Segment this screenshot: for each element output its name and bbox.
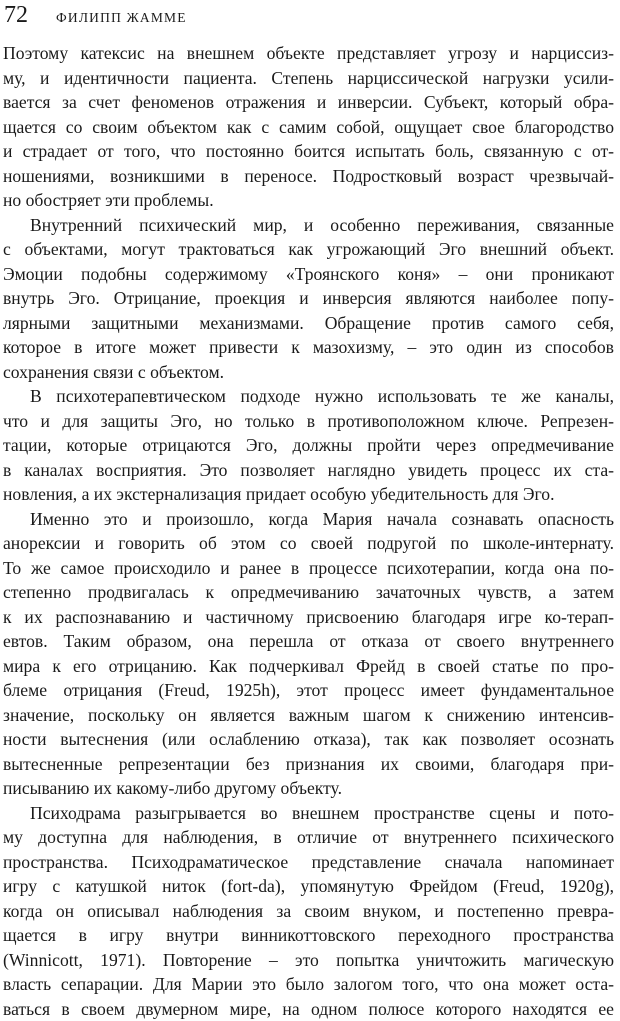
text-line: сохранения связи с объектом. (3, 360, 614, 385)
text-line: блеме отрицания (Freud, 1925h), этот процесс имеет фундаментальное (3, 678, 614, 703)
text-line: и страдает от того, что постоянно боится испытать боль, связанную с от- (3, 139, 614, 164)
page-header (4, 2, 187, 32)
text-line: ности вытеснения (или ослаблению отказа), так как позволяет осознать (3, 727, 614, 752)
text-line: новления, а их экстернализация придает особую убедительность для Эго. (3, 482, 614, 507)
text-line: степенно продвигалась к опредмечиванию зачаточных чувств, а затем (3, 580, 614, 605)
body-text (3, 41, 614, 1021)
paragraph-first-line: Именно это и произошло, когда Мария начала сознавать опасность (3, 507, 614, 532)
text-line: пространства. Психодраматическое представление сначала напоминает (3, 850, 614, 875)
text-line: вытесненные репрезентации без признания их своими, благодаря при- (3, 752, 614, 777)
text-line: щается в игру внутри винникоттовского переходного пространства (3, 923, 614, 948)
text-line: ношениями, возникшими в переносе. Подростковый возраст чрезвычай- (3, 164, 614, 189)
paragraph-first-line: Психодрама разыгрывается во внешнем пространстве сцены и пото- (3, 801, 614, 826)
paragraph-first-line: В психотерапевтическом подходе нужно использовать те же каналы, (3, 384, 614, 409)
text-line: ваться в своем двумерном мире, на одном полюсе которого находятся ее (3, 997, 614, 1021)
text-line: игру с катушкой ниток (fort-da), упомянутую Фрейдом (Freud, 1920g), (3, 874, 614, 899)
running-head: ФИЛИПП ЖАММЕ (56, 10, 187, 26)
text-line: с объектами, могут трактоваться как угрожающий Эго внешний объект. (3, 237, 614, 262)
text-line: То же самое происходило и ранее в процессе психотерапии, когда она по- (3, 556, 614, 581)
text-line: му доступна для наблюдения, в отличие от внутреннего психического (3, 825, 614, 850)
text-line: власть сепарации. Для Марии это было залогом того, что она может оста- (3, 972, 614, 997)
text-line: писыванию их какому-либо другому объекту. (3, 776, 614, 801)
text-line: Эмоции подобны содержимому «Троянского коня» – они проникают (3, 262, 614, 287)
text-line: в каналах восприятия. Это позволяет наглядно увидеть процесс их ста- (3, 458, 614, 483)
text-line: значение, поскольку он является важным шагом к снижению интенсив- (3, 703, 614, 728)
text-line: анорексии и говорить об этом со своей подругой по школе-интернату. (3, 531, 614, 556)
text-line: когда он описывал наблюдения за своим внуком, и постепенно превра- (3, 899, 614, 924)
text-line: что и для защиты Эго, но только в противоположном ключе. Репрезен- (3, 409, 614, 434)
text-line: мира к его отрицанию. Как подчеркивал Фрейд в своей статье по про- (3, 654, 614, 679)
text-line: внутрь Эго. Отрицание, проекция и инверсия являются наиболее попу- (3, 286, 614, 311)
text-line: к их распознаванию и частичному присвоению благодаря игре ко-терап- (3, 605, 614, 630)
text-line: му, и идентичности пациента. Степень нарциссической нагрузки усили- (3, 66, 614, 91)
paragraph-first-line: Внутренний психический мир, и особенно переживания, связанные (3, 213, 614, 238)
text-line: но обостряет эти проблемы. (3, 188, 614, 213)
text-line: лярными защитными механизмами. Обращение против самого себя, (3, 311, 614, 336)
page-number: 72 (4, 2, 28, 29)
text-line: которое в итоге может привести к мазохизму, – это один из способов (3, 335, 614, 360)
text-line: вается за счет феноменов отражения и инверсии. Субъект, который обра- (3, 90, 614, 115)
text-line: Поэтому катексис на внешнем объекте представляет угрозу и нарциссиз- (3, 41, 614, 66)
text-line: евтов. Таким образом, она перешла от отказа от своего внутреннего (3, 629, 614, 654)
text-line: щается со своим объектом как с самим собой, ощущает свое благородство (3, 115, 614, 140)
text-line: тации, которые отрицаются Эго, должны пройти через опредмечивание (3, 433, 614, 458)
text-line: (Winnicott, 1971). Повторение – это попытка уничтожить магическую (3, 948, 614, 973)
